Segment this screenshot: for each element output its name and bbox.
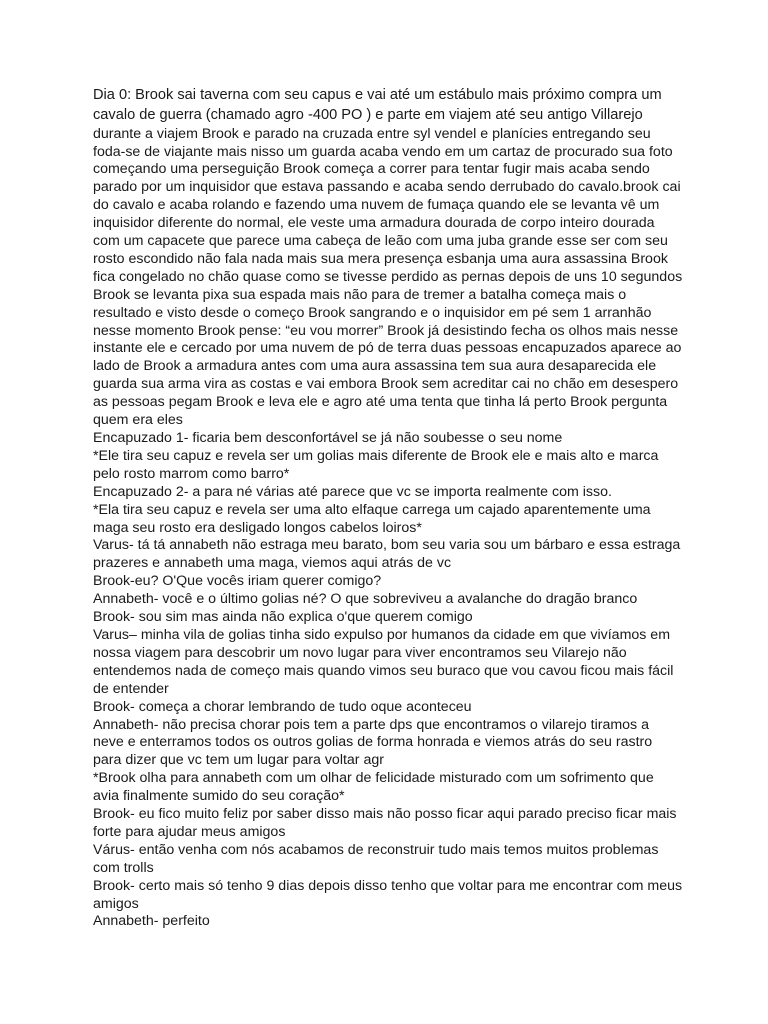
dialogue-line: Brook- sou sim mas ainda não explica o'que querem comigo (93, 609, 473, 626)
story-body (93, 126, 683, 932)
intro-paragraph: Dia 0: Brook sai taverna com seu capus e vai até um estábulo mais próximo compra um cavalo de guerra (chamado agro -400 PO ) e parte em viajem até seu antigo Villarejo (93, 87, 662, 123)
dialogue-line: Brook- começa a chorar lembrando de tudo oque aconteceu (93, 698, 472, 715)
dialogue-line: Encapuzado 1- ficaria bem desconfortável se já não soubesse o seu nome (93, 430, 563, 446)
dialogue-line: Encapuzado 2- a para né várias até parece que vc se importa realmente com isso. (93, 483, 612, 500)
dialogue-line: Varus– minha vila de golias tinha sido expulso por humanos da cidade em que vivíamos em nossa viagem para descobrir um novo lugar para viver encontramos seu Vilarejo não entendemos nada de começo mais quando vimos seu buraco que vou cavou ficou mais fácil de entender (93, 626, 674, 697)
action-line: *Ela tira seu capuz e revela ser uma alto elfaque carrega um cajado aparentemente uma maga seu rosto era desligado longos cabelos loiros* (93, 501, 651, 536)
dialogue-line: Brook- certo mais só tenho 9 dias depois disso tenho que voltar para me encontrar com meus amigos (93, 877, 683, 912)
dialogue-line: Várus- então venha com nós acabamos de reconstruir tudo mais temos muitos problemas com trolls (93, 841, 659, 876)
dialogue-line: Varus- tá tá annabeth não estraga meu barato, bom seu varia sou um bárbaro e essa estraga prazeres e annabeth uma maga, viemos aqui atrás de vc (93, 537, 681, 572)
dialogue-line: Annabeth- não precisa chorar pois tem a parte dps que encontramos o vilarejo tiramos a neve e enterramos todos os outros golias de forma honrada e viemos atrás do seu rastro para dizer que vc tem um lugar para voltar agr (93, 716, 653, 769)
dialogue-line: Brook-eu? O'Que vocês iriam querer comigo? (93, 573, 382, 590)
dialogue-line: Brook- eu fico muito feliz por saber disso mais não posso ficar aqui parado preciso ficar mais forte para ajudar meus amigos (93, 806, 677, 840)
action-line: *Ele tira seu capuz e revela ser um golias mais diferente de Brook ele e mais alto e marca pelo rosto marrom como barro* (93, 447, 659, 482)
paragraph: durante a viajem Brook e parado na cruzada entre syl vendel e planícies entregando seu foda-se de viajante mais nisso um guarda acaba vendo em um cartaz de procurado sua foto começando uma perseguição Brook começa a correr para tentar fugir mais acaba sendo parado por um inquisidor que estava passando e acaba sendo derrubado do cavalo.brook cai do cavalo e acaba rolando e fazendo uma nuvem de fumaça quando ele se levanta vê um inquisidor diferente do normal, ele veste uma armadura dourada de corpo inteiro dourada com um capacete que parece uma cabeça de leão com uma juba grande esse ser com seu rosto escondido não fala nada mais sua mera presença esbanja uma aura assassina Brook fica congelado no chão quase como se tivesse perdido as pernas depois de uns 10 segundos Brook se levanta pixa sua espada mais não para de tremer a batalha começa mais o resultado e visto desde o começo Brook sangrando e o inquisidor em pé sem 1 arranhão nesse momento Brook pense: “eu vou morrer” Brook já desistindo fecha os olhos mais nesse instante ele e cercado por uma nuvem de pó de terra duas pessoas encapuzados aparece ao lado de Brook a armadura antes com uma aura assassina tem sua aura desaparecida ele guarda sua arma vira as costas e vai embora Brook sem acreditar cai no chão em desespero as pessoas pegam Brook e leva ele e agro até uma tenta que tinha lá perto Brook pergunta quem era eles (93, 125, 683, 429)
document-page (93, 86, 683, 931)
dialogue-line: Annabeth- você e o último golias né? O que sobreviveu a avalanche do dragão branco (93, 591, 638, 608)
action-line: *Brook olha para annabeth com um olhar de felicidade misturado com um sofrimento que avia finalmente sumido do seu coração* (93, 770, 654, 805)
dialogue-line: Annabeth- perfeito (93, 913, 210, 930)
